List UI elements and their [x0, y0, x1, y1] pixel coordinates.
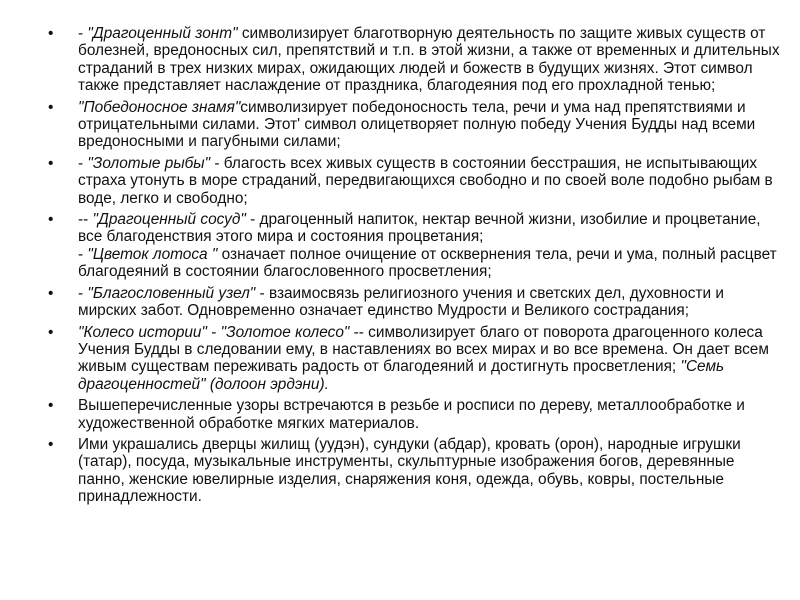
bullet-icon: • [48, 435, 54, 453]
bullet-item [48, 155, 783, 207]
italic-text-run: "Драгоценный зонт" [87, 25, 238, 42]
bullet-icon: • [48, 211, 54, 229]
text-run: - благость всех живых существ в состоянии бесстрашия, не испытывающих страха утонуть в море страданий, передвигающихся свободно и по своей воле подобно рыбам в воде, легко и свободно; [78, 154, 773, 207]
bullet-icon: • [48, 323, 54, 341]
bullet-icon: • [48, 154, 54, 172]
bullet-item [48, 324, 783, 394]
italic-text-run: "Благословенный узел" [87, 284, 256, 302]
text-run: символизирует благотворную деятельность по защите живых существ от болезней, вредоносных сил, препятствий и т.п. в этой жизни, а также от временных и длительных страданий в трех низких мирах, ожидающих людей и божеств в будущих жизнях. Этот символ также представляет наслаждение от праздника, благодеяния под его прохладной тенью; [78, 25, 780, 95]
bullet-icon: • [48, 25, 54, 42]
text-run: Ими украшались дверцы жилищ (уудэн), сундуки (абдар), кровать (орон), народные игрушки (татар), посуда, музыкальные инструменты, скульптурные изображения богов, деревянные панно, женские ювелирные изделия, снаряжения коня, одежда, обувь, ковры, постельные принадлежности. [78, 435, 741, 506]
italic-text-run: "Победоносное знамя" [78, 98, 241, 116]
italic-text-run: "Колесо истории" [78, 323, 207, 341]
text-run: -- [78, 211, 93, 229]
bullet-item [48, 211, 783, 281]
bullet-item [48, 436, 783, 506]
text-run: -- символизирует благо от поворота драгоценного колеса Учения Будды в следовании ему, в наставлениях во всех мирах и во все времена. Он дает всем живым существам переживать радость от благодеяний и достигнуть просветления; [78, 323, 769, 376]
text-run: символизирует победоносность тела, речи и ума над препятствиями и отрицательными силами. Этот' символ олицетворяет полную победу Учения Будды над всеми вредоносными и пагубными силами; [78, 98, 756, 151]
text-run: - драгоценный напиток, нектар вечной жизни, изобилие и процветание, все благоденствия этого мира и состояния процветания; [78, 211, 761, 246]
text-run: - [78, 245, 88, 263]
bullet-item [48, 25, 783, 95]
bullet-icon: • [48, 284, 54, 302]
text-run: - [78, 284, 88, 302]
text-run: - [78, 25, 88, 42]
italic-text-run: "Семь драгоценностей" (долоон эрдэни). [78, 358, 725, 393]
text-run: означает полное очищение от осквернения тела, речи и ума, полный расцвет благодеяний в состоянии благословенного просветления; [78, 245, 777, 281]
bullet-icon: • [48, 98, 54, 116]
bullet-list [48, 25, 783, 510]
italic-text-run: "Драгоценный сосуд" [92, 211, 246, 229]
bullet-icon: • [48, 397, 54, 415]
text-run: Вышеперечисленные узоры встречаются в резьбе и росписи по дереву, металлообработке и художественной обработке мягких материалов. [78, 397, 745, 432]
text-run: - взаимосвязь религиозного учения и светских дел, духовности и мирских забот. Одновременно означает единство Мудрости и Великого сострадания; [78, 284, 724, 320]
bullet-item [48, 99, 783, 151]
italic-text-run: "Цветок лотоса " [87, 245, 218, 263]
text-run: - [206, 323, 221, 341]
text-run: - [78, 154, 88, 172]
bullet-item [48, 397, 783, 432]
italic-text-run: "Золотые рыбы" [87, 154, 211, 172]
italic-text-run: "Золотое колесо" [220, 323, 350, 341]
bullet-item [48, 285, 783, 320]
